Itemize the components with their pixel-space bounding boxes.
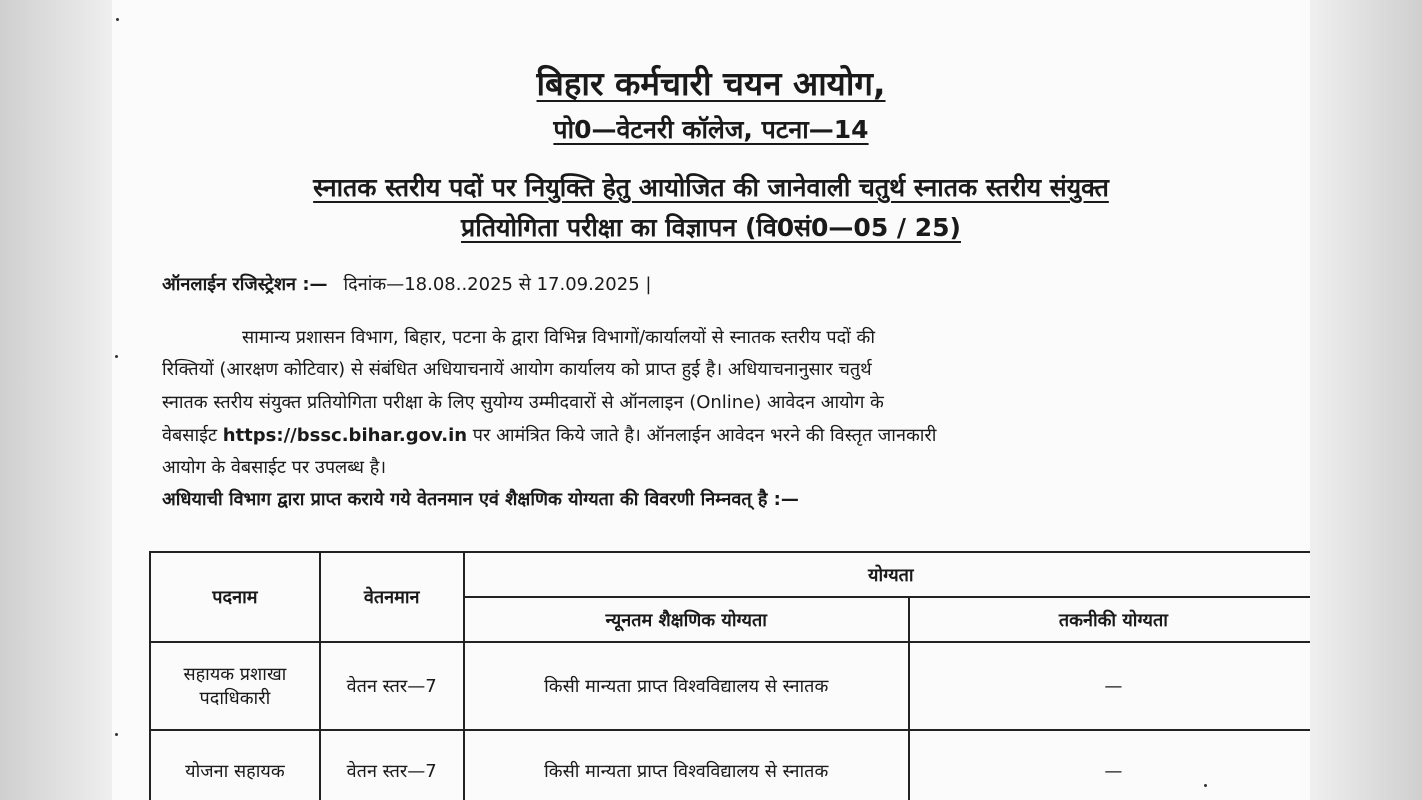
cell-pay: वेतन स्तर—7 — [320, 642, 464, 730]
scan-speck — [115, 355, 118, 358]
advertisement-title-line1: स्नातक स्तरीय पदों पर नियुक्ति हेतु आयोजित की जानेवाली चतुर्थ स्नातक स्तरीय संयुक्त — [313, 173, 1109, 202]
header-technical: तकनीकी योग्यता — [909, 597, 1310, 642]
advertisement-title-line2: प्रतियोगिता परीक्षा का विज्ञापन (वि0सं0—05 / 25) — [461, 213, 961, 242]
scan-speck — [116, 18, 119, 21]
body-line: रिक्तियों (आरक्षण कोटिवार) से संबंधित अधियाचनायें आयोग कार्यालय को प्राप्त हुई है। अधियाचनानुसार चतुर्थ — [162, 359, 872, 380]
cell-min-edu: किसी मान्यता प्राप्त विश्वविद्यालय से स्नातक — [464, 730, 909, 800]
cell-pay: वेतन स्तर—7 — [320, 730, 464, 800]
org-name: बिहार कर्मचारी चयन आयोग, — [536, 64, 886, 103]
table-intro-heading: अधियाची विभाग द्वारा प्राप्त कराये गये वेतनमान एवं शैक्षणिक योग्यता की विवरणी निम्नवत् है :— — [162, 489, 799, 510]
cell-post: सहायक प्रशाखा पदाधिकारी — [150, 642, 320, 730]
qualification-table — [149, 551, 1310, 800]
body-text: वेबसाईट — [162, 425, 218, 446]
cell-technical: — — [909, 642, 1310, 730]
registration-label: ऑनलाईन रजिस्ट्रेशन :— — [162, 274, 328, 295]
header-min-edu: न्यूनतम शैक्षणिक योग्यता — [464, 597, 909, 642]
body-line: आयोग के वेबसाईट पर उपलब्ध है। — [162, 457, 387, 478]
table-row — [150, 730, 1310, 800]
header-pay: वेतनमान — [320, 552, 464, 642]
header-qualification: योग्यता — [464, 552, 1310, 597]
body-line — [162, 423, 1310, 447]
org-address: पो0—वेटनरी कॉलेज, पटना—14 — [553, 115, 869, 144]
registration-dates: दिनांक—18.08..2025 से 17.09.2025 | — [343, 274, 652, 295]
table-row — [150, 642, 1310, 730]
background-blur-left — [0, 0, 112, 800]
body-text: पर आमंत्रित किये जाते है। ऑनलाईन आवेदन भरने की विस्तृत जानकारी — [472, 425, 937, 446]
body-line: स्नातक स्तरीय संयुक्त प्रतियोगिता परीक्षा के लिए सुयोग्य उम्मीदवारों से ऑनलाइन (Online) आवेदन आयोग के — [162, 392, 884, 413]
website-link[interactable]: https://bssc.bihar.gov.in — [222, 425, 468, 446]
background-blur-right — [1310, 0, 1422, 800]
table-header-row — [150, 552, 1310, 597]
header-post: पदनाम — [150, 552, 320, 642]
registration-info — [162, 272, 651, 296]
scan-speck — [115, 733, 118, 736]
notice-document — [112, 0, 1310, 800]
cell-min-edu: किसी मान्यता प्राप्त विश्वविद्यालय से स्नातक — [464, 642, 909, 730]
cell-technical: — — [909, 730, 1310, 800]
body-line: सामान्य प्रशासन विभाग, बिहार, पटना के द्वारा विभिन्न विभागों/कार्यालयों से स्नातक स्तरीय पदों की — [242, 327, 876, 348]
cell-post: योजना सहायक — [150, 730, 320, 800]
